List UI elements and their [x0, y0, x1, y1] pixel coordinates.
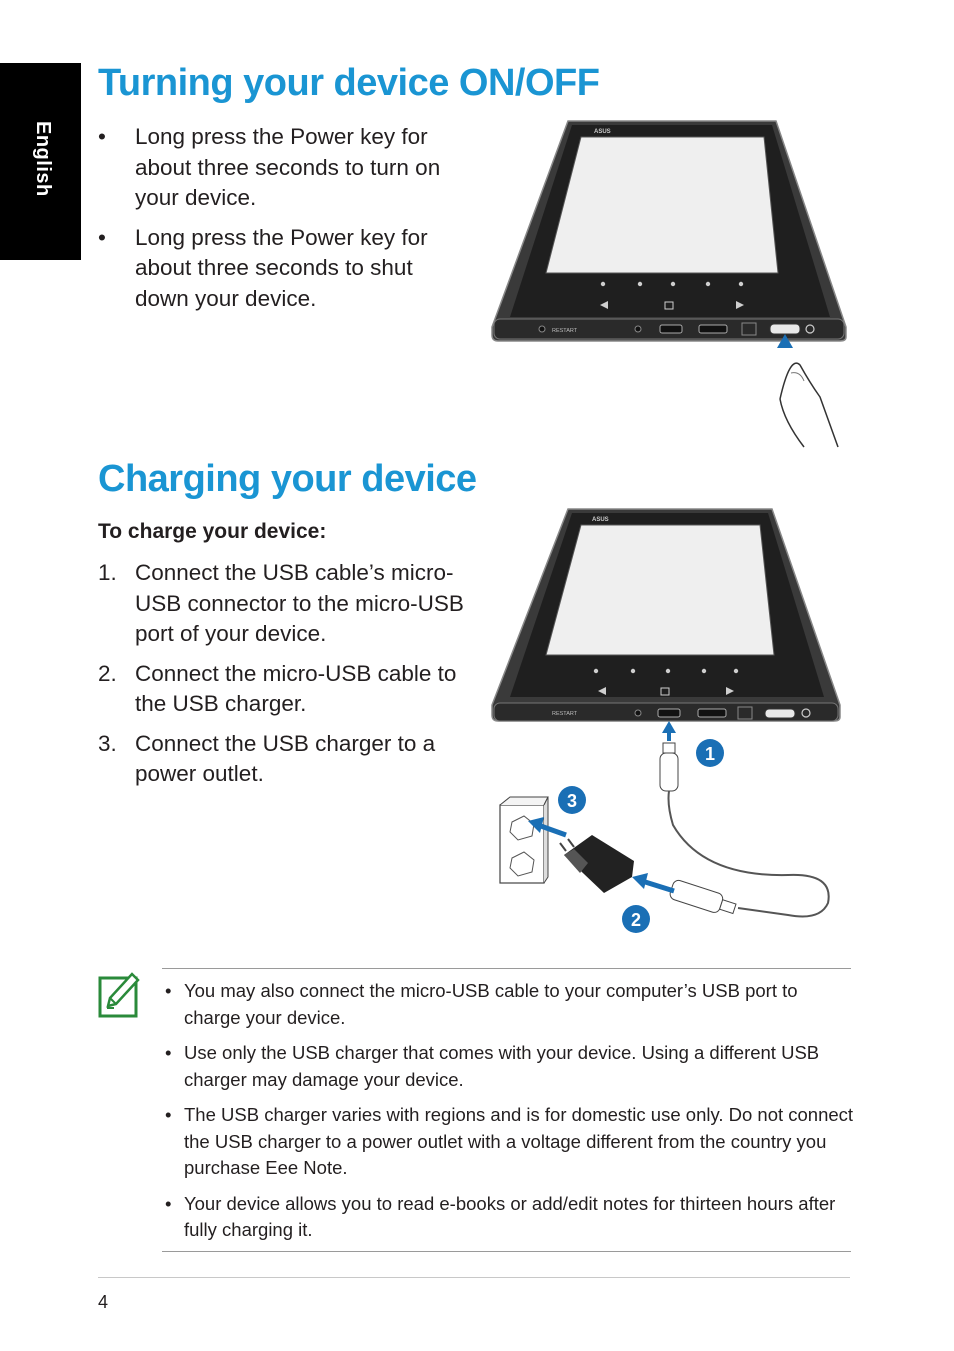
footer-rule [98, 1277, 850, 1278]
notes-list [162, 978, 857, 1253]
list-item [98, 659, 468, 720]
note-text: Use only the USB charger that comes with your device. Using a different USB charger may damage your device. [184, 1042, 820, 1090]
power-key-illustration [488, 115, 858, 455]
note-bottom-rule [162, 1251, 851, 1252]
section-title-power: Turning your device ON/OFF [98, 62, 600, 104]
callout-label: 3 [566, 791, 578, 811]
step-number: 1. [98, 560, 117, 585]
brand-logo: ASUS [592, 517, 609, 523]
list-item-text: Connect the micro-USB cable to the USB charger. [135, 660, 457, 716]
charging-steps-list [98, 558, 468, 799]
language-tab-label: English [32, 121, 54, 197]
bullet-marker: • [98, 224, 106, 250]
bullet-marker: • [165, 1192, 172, 1214]
list-item [98, 729, 468, 790]
micro-usb-port [658, 709, 680, 717]
plug-in-arrow-1 [662, 721, 676, 733]
list-item [98, 122, 463, 214]
note-text: The USB charger varies with regions and is for domestic use only. Do not connect the USB charger to a power outlet with a voltage different from the country you purchase Eee Note. [184, 1104, 854, 1178]
charging-illustration [488, 505, 858, 935]
charging-subheading: To charge your device: [98, 520, 327, 543]
step-number: 2. [98, 660, 117, 686]
micro-usb-connector [660, 753, 678, 791]
device-screen [546, 525, 774, 655]
list-item [98, 223, 463, 315]
finger-illustration [780, 363, 838, 447]
bullet-marker: • [98, 124, 106, 149]
list-item-text: Long press the Power key for about three seconds to turn on your device. [135, 124, 441, 210]
device-screen [546, 137, 778, 273]
page-number: 4 [98, 1292, 109, 1312]
note-item [162, 1191, 857, 1244]
note-item [162, 1102, 857, 1182]
plug-in-arrow-2 [632, 873, 648, 889]
note-pencil-icon [98, 970, 142, 1020]
callout-label: 2 [630, 910, 642, 930]
step-number: 3. [98, 730, 117, 756]
restart-label: RESTART [552, 711, 578, 717]
restart-label: RESTART [552, 328, 578, 334]
callout-3 [558, 786, 586, 814]
callout-2 [622, 905, 650, 933]
usb-a-connector [669, 879, 725, 914]
callout-1 [696, 739, 724, 767]
bullet-marker: • [165, 1104, 172, 1125]
section-title-charging: Charging your device [98, 458, 477, 500]
list-item-text: Long press the Power key for about three seconds to shut down your device. [135, 224, 428, 311]
power-instructions-list [98, 122, 463, 323]
list-item-text: Connect the USB cable’s micro-USB connector to the micro-USB port of your device. [135, 560, 464, 646]
bullet-marker: • [165, 980, 172, 1001]
note-item [162, 1040, 857, 1093]
note-item [162, 978, 857, 1031]
note-top-rule [162, 968, 851, 969]
language-tab [0, 63, 81, 260]
list-item-text: Connect the USB charger to a power outlet. [135, 730, 436, 786]
note-text: You may also connect the micro-USB cable to your computer’s USB port to charge your device. [184, 980, 798, 1028]
power-key [770, 324, 800, 334]
callout-label: 1 [704, 744, 716, 764]
brand-logo: ASUS [594, 129, 611, 135]
note-text: Your device allows you to read e-books or add/edit notes for thirteen hours after fully charging it. [184, 1192, 836, 1240]
bullet-marker: • [165, 1042, 172, 1063]
list-item [98, 558, 468, 650]
